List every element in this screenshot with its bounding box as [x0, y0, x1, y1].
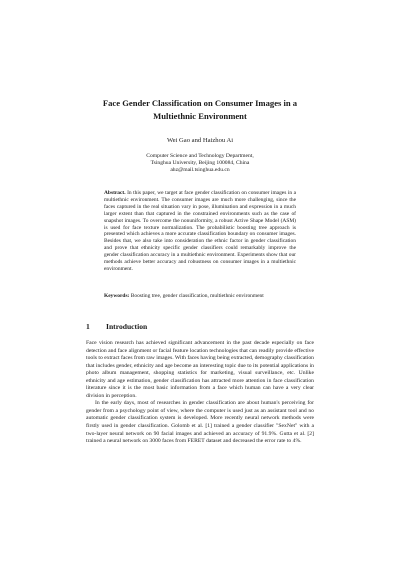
- keywords-label: Keywords:: [104, 293, 130, 299]
- paragraph: In the early days, most of researches in gender classification are about human's perceiving for gender from a psychology point of view, where the computer is used just as an assistant tool and no automatic gender classification system is developed. More recently neural network methods were firstly used in gender classification. Golomb et al. [1] trained a gender classifier "SexNet" with a two-layer neural network on 90 facial images and achieved an accuracy of 91.9%. Gutta et al. [2] trained a neural network on 3000 faces from FERET dataset and decreased the error rate to 4%.: [86, 400, 314, 445]
- section-title: Introduction: [106, 322, 148, 331]
- title-line-1: Face Gender Classification on Consumer Images in a: [102, 98, 298, 108]
- affiliation-university: Tsinghua University, Beijing 100084, China: [150, 160, 250, 167]
- affiliation-department: Computer Science and Technology Department,: [146, 153, 254, 159]
- section-number: 1: [86, 322, 90, 331]
- paragraph: Face vision research has achieved significant advancement in the past decade especially on face detection and face alignment or facial feature location technologies that can readily provide effective tools to extract faces from raw images. With faces having being extracted, demography classification that includes gender, ethnicity and age become an interesting topic due to its potential applications in photo album management, shopping statistics for marketing, visual surveillance, etc. Unlike ethnicity and age estimation, gender classification has attracted more attention in face classification literature since it is the most basic information from a face which human can have a very clear division in perception.: [86, 340, 314, 399]
- abstract: [104, 190, 296, 273]
- abstract-label: Abstract.: [104, 190, 126, 196]
- body-text: [86, 340, 314, 446]
- abstract-text: In this paper, we target at face gender classification on consumer images in a multiethnic environment. The consumer images are much more challenging, since the faces captured in the real situation vary in pose, illumination and expression in a much larger extent than that captured in the constrained environments such as the case of snapshot images. To overcome the nonuniformity, a robust Active Shape Model (ASM) is used for face texture normalization. The probabilistic boosting tree approach is presented which achieves a more accurate classification boundary on consumer images. Besides that, we also take into consideration the ethnic factor in gender classification and prove that ethnicity specific gender classifiers could remarkably improve the gender classification accuracy in a multiethnic environment. Experiments show that our methods achieve better accuracy and robustness on consumer images in a multiethnic environment.: [104, 190, 296, 272]
- affiliation-block: [80, 153, 320, 175]
- author-list: Wei Gao and Haizhou Ai: [166, 137, 234, 144]
- section-heading: [86, 322, 147, 332]
- paper-title: [60, 97, 340, 122]
- affiliation-email: ahz@mail.tsinghua.edu.cn: [170, 167, 230, 174]
- keywords: [104, 293, 296, 300]
- title-line-2: Multiethnic Environment: [153, 110, 247, 121]
- keywords-text: Boosting tree, gender classification, multiethnic environment: [130, 293, 264, 299]
